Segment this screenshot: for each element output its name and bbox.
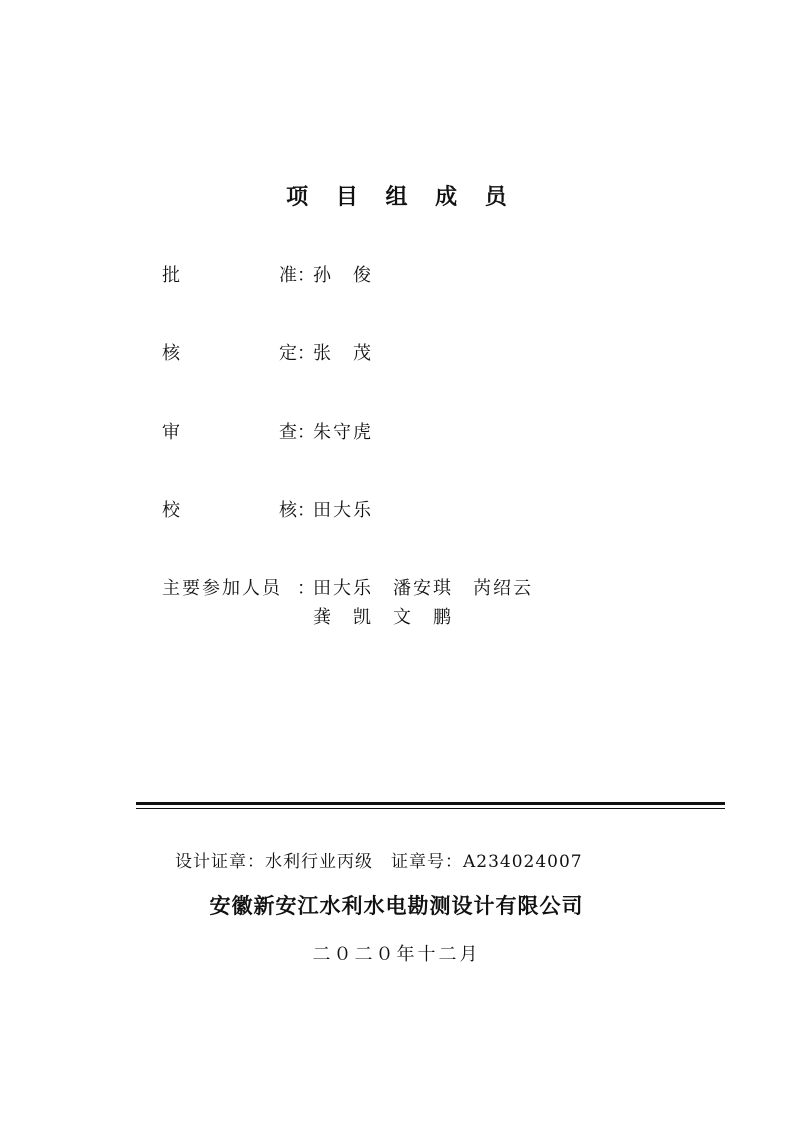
role-row-approve	[162, 262, 373, 290]
role-names: 朱守虎	[313, 422, 373, 443]
role-label: 批准	[162, 265, 297, 286]
participants-line-1: 田大乐 潘安琪 芮绍云	[313, 578, 533, 599]
role-label: 核定	[162, 343, 297, 364]
role-names: 张 茂	[313, 343, 373, 364]
certificate-line: 设计证章：水利行业丙级 证章号：A234024007	[175, 852, 583, 872]
role-label: 校核	[162, 500, 297, 521]
document-date: 二０二０年十二月	[312, 944, 481, 965]
colon: ：	[297, 422, 315, 443]
colon: ：	[297, 500, 315, 521]
participants-line-2: 龚 凯 文 鹏	[313, 607, 453, 628]
company-name: 安徽新安江水利水电勘测设计有限公司	[209, 893, 584, 918]
colon: ：	[297, 578, 315, 599]
role-label: 审查	[162, 422, 297, 443]
colon: ：	[297, 265, 315, 286]
role-row-review	[162, 419, 373, 447]
divider-thick	[136, 802, 725, 805]
role-names: 孙 俊	[313, 265, 373, 286]
divider-thin	[136, 808, 725, 809]
role-label: 主要参加人员	[162, 578, 282, 599]
role-names: 田大乐	[313, 500, 373, 521]
colon: ：	[297, 343, 315, 364]
role-row-participants	[162, 575, 533, 603]
role-row-check	[162, 497, 373, 525]
role-row-verify	[162, 340, 373, 368]
page-title: 项 目 组 成 员	[286, 184, 517, 210]
